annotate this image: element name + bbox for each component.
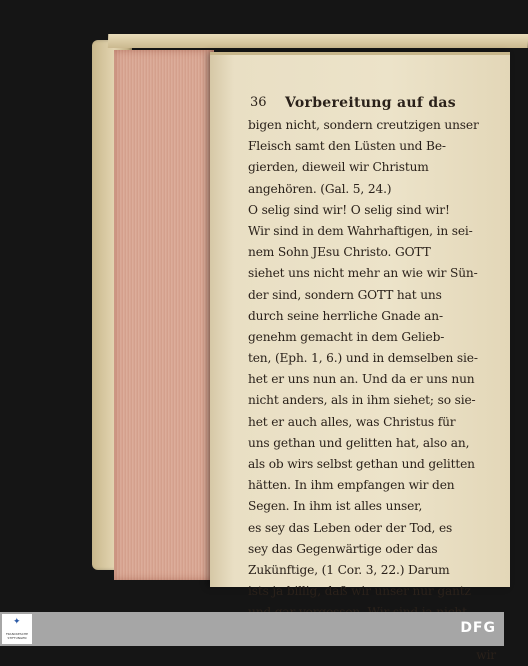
text-line: gierden, dieweil wir Christum [248,160,429,175]
text-line: der sind, sondern GOTT hat uns [248,287,442,302]
library-logo-icon[interactable] [2,614,32,644]
text-line: bigen nicht, sondern creutzigen unser [248,118,479,132]
text-line: siehet uns nicht mehr an wie wir Sün- [248,266,478,281]
text-line: sey das Gegenwärtige oder das [248,541,438,556]
text-line: Wir sind in dem Wahrhaftigen, in sei- [248,223,473,238]
text-line: het er uns nun an. Und da er uns nun [248,372,475,387]
text-line: ten, (Eph. 1, 6.) und in demselben sie- [248,351,478,366]
text-line: Zukünftige, (1 Cor. 3, 22.) Darum [248,562,450,577]
text-line: nem Sohn JEsu Christo. GOTT [248,245,431,260]
viewer-footer [0,612,504,646]
text-line: nicht anders, als in ihm siehet; so sie- [248,393,476,408]
text-line: als ob wirs selbst gethan und gelitten [248,457,475,471]
page-body [248,115,496,666]
catchword: wir [476,647,496,662]
page-number: 36 [250,95,267,110]
text-line: het er auch alles, was Christus für [248,414,456,429]
page-header [250,95,480,115]
text-line: Fleisch samt den Lüsten und Be- [248,139,446,154]
text-line: hätten. In ihm empfangen wir den [248,478,455,493]
text-line: O selig sind wir! O selig sind wir! [248,202,450,217]
text-line: angehören. (Gal. 5, 24.) [248,181,392,196]
logo-text: FRANCKESCHE STIFTUNGEN [5,632,29,640]
text-line: durch seine herrliche Gnade an- [248,308,443,323]
crest-icon: ✦ [13,617,21,627]
book-cover-top [108,34,528,48]
text-line: ists ja billig, daß wir unser nur gantz [248,584,471,599]
running-head: Vorbereitung auf das [285,95,456,111]
text-line: uns gethan und gelitten hat, also an, [248,435,470,450]
dfg-logo[interactable]: DFG [460,620,496,636]
text-line: genehm gemacht in dem Gelieb- [248,329,445,344]
page-edges [114,50,214,580]
text-line: Segen. In ihm ist alles unser, [248,499,423,514]
text-line: es sey das Leben oder der Tod, es [248,520,453,535]
